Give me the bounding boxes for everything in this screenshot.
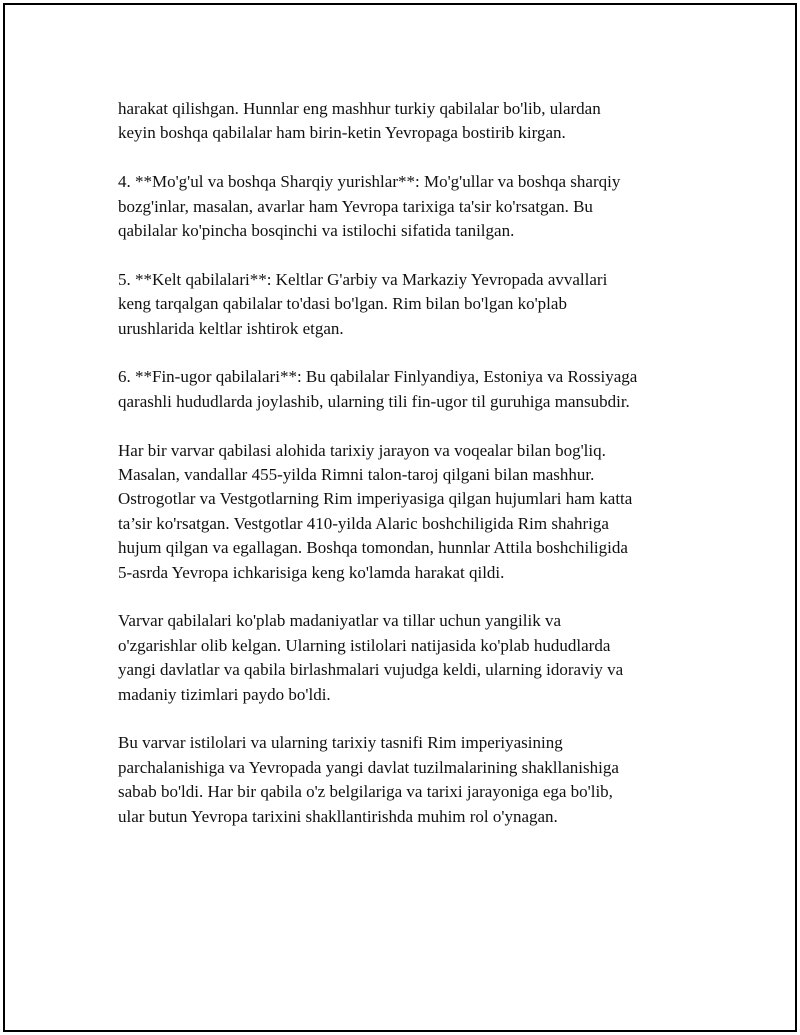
- text-line: keng tarqalgan qabilalar to'dasi bo'lgan. Rim bilan bo'lgan ko'plab: [118, 294, 567, 314]
- paragraph-fin-ugor: [118, 365, 698, 414]
- paragraph-mogul: [118, 170, 698, 243]
- text-line: 5. **Kelt qabilalari**: Keltlar G'arbiy va Markaziy Yevropada avvallari: [118, 269, 608, 289]
- text-line: qabilalar ko'pincha bosqinchi va istilochi sifatida tanilgan.: [118, 221, 515, 241]
- text-line: qarashli hududlarda joylashib, ularning tili fin-ugor til guruhiga mansubdir.: [118, 391, 630, 411]
- page-frame: [3, 3, 797, 1032]
- text-line: ta’sir ko'rsatgan. Vestgotlar 410-yilda Alaric boshchiligida Rim shahriga: [118, 513, 609, 533]
- text-line: parchalanishiga va Yevropada yangi davlat tuzilmalarining shakllanishiga: [118, 757, 619, 777]
- paragraph-varvar-tarixi: [118, 439, 698, 585]
- text-line: hujum qilgan va egallagan. Boshqa tomondan, hunnlar Attila boshchiligida: [118, 538, 628, 558]
- document-body: [118, 97, 698, 853]
- text-line: Ostrogotlar va Vestgotlarning Rim imperiyasiga qilgan hujumlari ham katta: [118, 489, 633, 509]
- text-line: o'zgarishlar olib kelgan. Ularning istilolari natijasida ko'plab hududlarda: [118, 635, 611, 655]
- paragraph-hunnlar: [118, 97, 698, 146]
- text-line: Varvar qabilalari ko'plab madaniyatlar va tillar uchun yangilik va: [118, 611, 562, 631]
- text-line: Bu varvar istilolari va ularning tarixiy tasnifi Rim imperiyasining: [118, 733, 563, 753]
- text-line: bozg'inlar, masalan, avarlar ham Yevropa tarixiga ta'sir ko'rsatgan. Bu: [118, 196, 593, 216]
- text-line: yangi davlatlar va qabila birlashmalari vujudga keldi, ularning idoraviy va: [118, 660, 624, 680]
- text-line: keyin boshqa qabilalar ham birin-ketin Yevropaga bostirib kirgan.: [118, 123, 566, 143]
- text-line: 4. **Mo'g'ul va boshqa Sharqiy yurishlar**: Mo'g'ullar va boshqa sharqiy: [118, 172, 621, 192]
- text-line: ular butun Yevropa tarixini shakllantirishda muhim rol o'ynagan.: [118, 806, 558, 826]
- text-line: madaniy tizimlari paydo bo'ldi.: [118, 684, 331, 704]
- text-line: Masalan, vandallar 455-yilda Rimni talon-taroj qilgani bilan mashhur.: [118, 465, 595, 485]
- text-line: urushlarida keltlar ishtirok etgan.: [118, 318, 344, 338]
- paragraph-xulosa: [118, 731, 698, 829]
- paragraph-kelt: [118, 268, 698, 341]
- text-line: Har bir varvar qabilasi alohida tarixiy jarayon va voqealar bilan bog'liq.: [118, 440, 606, 460]
- paragraph-madaniyat: [118, 609, 698, 707]
- text-line: 6. **Fin-ugor qabilalari**: Bu qabilalar Finlyandiya, Estoniya va Rossiyaga: [118, 367, 638, 387]
- text-line: sabab bo'ldi. Har bir qabila o'z belgilariga va tarixi jarayoniga ega bo'lib,: [118, 782, 613, 802]
- text-line: 5-asrda Yevropa ichkarisiga keng ko'lamda harakat qildi.: [118, 562, 505, 582]
- text-line: harakat qilishgan. Hunnlar eng mashhur turkiy qabilalar bo'lib, ulardan: [118, 99, 601, 118]
